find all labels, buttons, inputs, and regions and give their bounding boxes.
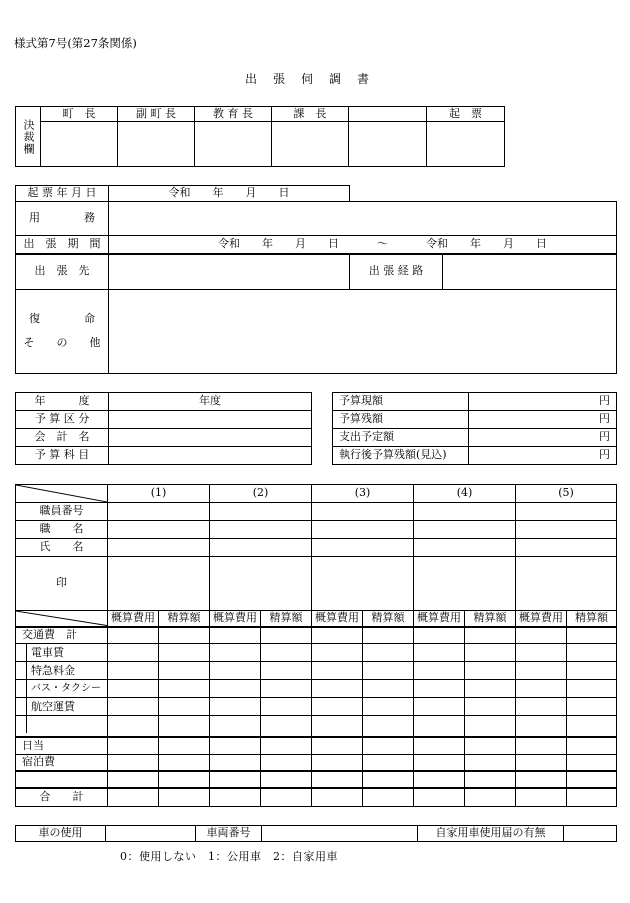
amount-cell[interactable] <box>312 680 363 698</box>
budget-left-table <box>15 392 312 465</box>
budget-value[interactable] <box>109 447 312 465</box>
amount-cell[interactable] <box>465 698 516 716</box>
budget-value[interactable] <box>109 429 312 447</box>
vehicle-plate-field[interactable] <box>262 826 418 842</box>
period-separator: ～ <box>377 237 388 251</box>
amount-cell[interactable] <box>567 716 617 738</box>
purpose-field[interactable] <box>109 202 617 236</box>
amount-cell[interactable] <box>363 716 414 738</box>
approval-col-deputy: 副 町 長 <box>118 107 195 122</box>
sub-header-estimate: 概算費用 <box>210 611 261 627</box>
amount-cell[interactable] <box>210 771 261 788</box>
sub-header-settled: 精算額 <box>567 611 617 627</box>
amount-cell[interactable] <box>261 680 312 698</box>
amount-cell[interactable] <box>516 698 567 716</box>
amount-cell[interactable] <box>108 644 159 662</box>
amount-cell[interactable] <box>108 662 159 680</box>
amount-cell[interactable] <box>210 680 261 698</box>
amount-cell[interactable] <box>210 627 261 644</box>
amount-cell[interactable] <box>465 737 516 754</box>
amount-cell[interactable] <box>414 754 465 771</box>
amount-cell[interactable] <box>261 698 312 716</box>
stamp-box[interactable] <box>349 122 427 167</box>
stamp-box[interactable] <box>272 122 349 167</box>
sub-header-settled: 精算額 <box>363 611 414 627</box>
route-field[interactable] <box>443 255 616 289</box>
title-cell[interactable] <box>312 521 414 539</box>
seal-cell[interactable] <box>108 557 210 611</box>
total-cell[interactable] <box>414 788 465 806</box>
row-label-name: 氏 名 <box>16 539 108 557</box>
amount-cell[interactable] <box>414 737 465 754</box>
report-field[interactable] <box>109 289 617 373</box>
daily-allowance-label: 日当 <box>16 737 108 754</box>
budget-label: 会 計 名 <box>16 429 109 447</box>
stamp-box[interactable] <box>41 122 118 167</box>
row-label-employee-number: 職員番号 <box>16 503 108 521</box>
budget-amount-label: 予算残額 <box>333 411 469 429</box>
total-cell[interactable] <box>210 788 261 806</box>
employee-number-cell[interactable] <box>210 503 312 521</box>
sub-header-estimate: 概算費用 <box>414 611 465 627</box>
amount-cell[interactable] <box>516 644 567 662</box>
amount-cell[interactable] <box>465 754 516 771</box>
amount-cell[interactable] <box>261 737 312 754</box>
amount-cell[interactable] <box>210 737 261 754</box>
name-cell[interactable] <box>312 539 414 557</box>
amount-cell[interactable] <box>108 627 159 644</box>
amount-cell[interactable] <box>261 644 312 662</box>
approval-side-label: 決裁欄 <box>16 107 41 167</box>
report-label: 復 命 そ の 他 <box>16 289 109 373</box>
amount-cell[interactable] <box>159 754 210 771</box>
amount-cell[interactable] <box>516 716 567 738</box>
amount-cell[interactable] <box>363 698 414 716</box>
amount-cell[interactable] <box>465 662 516 680</box>
amount-cell[interactable] <box>210 754 261 771</box>
amount-cell[interactable] <box>414 662 465 680</box>
budget-amount-label: 執行後予算残額(見込) <box>333 447 469 465</box>
amount-cell[interactable] <box>159 737 210 754</box>
amount-cell[interactable] <box>159 771 210 788</box>
stamp-box[interactable] <box>118 122 195 167</box>
amount-cell[interactable] <box>312 754 363 771</box>
amount-cell[interactable] <box>159 716 210 738</box>
amount-cell[interactable] <box>516 680 567 698</box>
stamp-box[interactable] <box>195 122 272 167</box>
amount-cell[interactable] <box>465 680 516 698</box>
grand-total-label: 合 計 <box>16 788 108 806</box>
sub-header-settled: 精算額 <box>465 611 516 627</box>
title-cell[interactable] <box>210 521 312 539</box>
amount-cell[interactable] <box>414 698 465 716</box>
amount-cell[interactable] <box>414 771 465 788</box>
amount-cell[interactable] <box>108 754 159 771</box>
amount-cell[interactable] <box>363 627 414 644</box>
total-cell[interactable] <box>261 788 312 806</box>
person-number: (4) <box>414 485 516 503</box>
amount-cell[interactable] <box>261 627 312 644</box>
amount-cell[interactable] <box>159 698 210 716</box>
amount-cell[interactable] <box>465 644 516 662</box>
form-id: 様式第7号(第27条関係) <box>14 36 137 50</box>
amount-cell[interactable] <box>567 662 617 680</box>
name-cell[interactable] <box>210 539 312 557</box>
vehicle-use-note: 0：使用しない 1：公用車 2：自家用車 <box>120 850 338 863</box>
transport-item-blank <box>16 716 108 738</box>
seal-cell[interactable] <box>516 557 617 611</box>
amount-cell[interactable] <box>567 771 617 788</box>
budget-amount-unit[interactable]: 円 <box>469 447 617 465</box>
amount-cell[interactable] <box>414 644 465 662</box>
amount-cell[interactable] <box>567 737 617 754</box>
budget-amount-unit[interactable]: 円 <box>469 411 617 429</box>
transport-item-express: 特急料金 <box>16 662 108 680</box>
budget-amount-label: 予算現額 <box>333 393 469 411</box>
amount-cell[interactable] <box>363 662 414 680</box>
vehicle-plate-label: 車両番号 <box>196 826 262 842</box>
approval-col-education: 教 育 長 <box>195 107 272 122</box>
amount-cell[interactable] <box>414 627 465 644</box>
amount-cell[interactable] <box>312 716 363 738</box>
approval-table <box>15 106 505 167</box>
sub-header-settled: 精算額 <box>261 611 312 627</box>
transport-item-train: 電車賃 <box>16 644 108 662</box>
amount-cell[interactable] <box>312 644 363 662</box>
approval-col-blank <box>349 107 427 122</box>
amount-cell[interactable] <box>261 771 312 788</box>
period-label: 出 張 期 間 <box>16 236 109 254</box>
person-number: (3) <box>312 485 414 503</box>
seal-cell[interactable] <box>414 557 516 611</box>
total-cell[interactable] <box>312 788 363 806</box>
approval-col-section: 課 長 <box>272 107 349 122</box>
amount-cell[interactable] <box>465 716 516 738</box>
amount-cell[interactable] <box>312 698 363 716</box>
employee-number-cell[interactable] <box>312 503 414 521</box>
person-number: (2) <box>210 485 312 503</box>
budget-label: 予 算 科 目 <box>16 447 109 465</box>
total-cell[interactable] <box>363 788 414 806</box>
amount-cell[interactable] <box>312 771 363 788</box>
draft-date-value[interactable]: 令和 年 月 日 <box>109 186 350 202</box>
amount-cell[interactable] <box>159 680 210 698</box>
row-label-seal: 印 <box>16 557 108 611</box>
amount-cell[interactable] <box>567 680 617 698</box>
budget-right-table <box>332 392 617 465</box>
corner-diagonal <box>16 611 108 627</box>
person-number: (1) <box>108 485 210 503</box>
amount-cell[interactable] <box>516 627 567 644</box>
amount-cell[interactable] <box>261 662 312 680</box>
budget-label: 年 度 <box>16 393 109 411</box>
title-cell[interactable] <box>414 521 516 539</box>
destination-label: 出 張 先 <box>16 254 109 290</box>
amount-cell[interactable] <box>516 737 567 754</box>
amount-cell[interactable] <box>108 698 159 716</box>
amount-cell[interactable] <box>567 644 617 662</box>
approval-col-drafter: 起 票 <box>427 107 505 122</box>
budget-amount-unit[interactable]: 円 <box>469 393 617 411</box>
sub-header-estimate: 概算費用 <box>108 611 159 627</box>
approval-col-mayor: 町 長 <box>41 107 118 122</box>
amount-cell[interactable] <box>567 698 617 716</box>
amount-cell[interactable] <box>108 737 159 754</box>
row-label-title: 職 名 <box>16 521 108 539</box>
total-cell[interactable] <box>516 788 567 806</box>
transport-item-bus-taxi: バス・タクシー <box>16 680 108 698</box>
amount-cell[interactable] <box>363 680 414 698</box>
amount-cell[interactable] <box>465 771 516 788</box>
amount-cell[interactable] <box>108 680 159 698</box>
amount-cell[interactable] <box>312 662 363 680</box>
purpose-label: 用 務 <box>16 202 109 236</box>
lodging-label: 宿泊費 <box>16 754 108 771</box>
stamp-box[interactable] <box>427 122 505 167</box>
sub-header-settled: 精算額 <box>159 611 210 627</box>
draft-date-label: 起 票 年 月 日 <box>16 186 109 202</box>
amount-cell[interactable] <box>363 771 414 788</box>
name-cell[interactable] <box>108 539 210 557</box>
period-from: 令和 年 月 日 <box>218 237 339 251</box>
page-title: 出張伺調書 <box>244 72 385 86</box>
amount-cell[interactable] <box>312 627 363 644</box>
amount-cell[interactable] <box>516 662 567 680</box>
budget-amount-label: 支出予定額 <box>333 429 469 447</box>
total-cell[interactable] <box>108 788 159 806</box>
amount-cell[interactable] <box>516 771 567 788</box>
amount-cell[interactable] <box>312 737 363 754</box>
employee-number-cell[interactable] <box>516 503 617 521</box>
employee-number-cell[interactable] <box>414 503 516 521</box>
corner-diagonal <box>16 485 108 503</box>
amount-cell[interactable] <box>414 680 465 698</box>
amount-cell[interactable] <box>465 627 516 644</box>
amount-cell[interactable] <box>210 662 261 680</box>
transport-total-label: 交通費 計 <box>16 627 108 644</box>
name-cell[interactable] <box>516 539 617 557</box>
sub-header-estimate: 概算費用 <box>516 611 567 627</box>
seal-cell[interactable] <box>312 557 414 611</box>
trip-info-table <box>15 185 617 374</box>
budget-value[interactable] <box>109 411 312 429</box>
budget-label: 予 算 区 分 <box>16 411 109 429</box>
budget-amount-unit[interactable]: 円 <box>469 429 617 447</box>
destination-field[interactable] <box>109 254 350 290</box>
amount-cell[interactable] <box>414 716 465 738</box>
total-cell[interactable] <box>567 788 617 806</box>
private-car-notice-label: 自家用車使用届の有無 <box>418 826 564 842</box>
name-cell[interactable] <box>414 539 516 557</box>
amount-cell[interactable] <box>159 644 210 662</box>
amount-cell[interactable] <box>363 644 414 662</box>
amount-cell[interactable] <box>567 627 617 644</box>
amount-cell[interactable] <box>210 716 261 738</box>
seal-cell[interactable] <box>210 557 312 611</box>
amount-cell[interactable] <box>516 754 567 771</box>
amount-cell[interactable] <box>108 771 159 788</box>
expense-table <box>15 484 617 807</box>
employee-number-cell[interactable] <box>108 503 210 521</box>
vehicle-table <box>15 825 617 842</box>
vehicle-use-label: 車の使用 <box>16 826 106 842</box>
vehicle-use-field[interactable] <box>106 826 196 842</box>
total-cell[interactable] <box>159 788 210 806</box>
amount-cell[interactable] <box>210 644 261 662</box>
transport-item-air: 航空運賃 <box>16 698 108 716</box>
amount-cell[interactable] <box>261 754 312 771</box>
amount-cell[interactable] <box>159 627 210 644</box>
title-cell[interactable] <box>108 521 210 539</box>
amount-cell[interactable] <box>261 716 312 738</box>
amount-cell[interactable] <box>363 754 414 771</box>
amount-cell[interactable] <box>210 698 261 716</box>
period-to: 令和 年 月 日 <box>426 237 547 251</box>
period-field[interactable] <box>109 236 617 254</box>
amount-cell[interactable] <box>567 754 617 771</box>
amount-cell[interactable] <box>108 716 159 738</box>
title-cell[interactable] <box>516 521 617 539</box>
sub-header-estimate: 概算費用 <box>312 611 363 627</box>
amount-cell[interactable] <box>363 737 414 754</box>
budget-value[interactable]: 年度 <box>109 393 312 411</box>
blank-row-label <box>16 771 108 788</box>
amount-cell[interactable] <box>159 662 210 680</box>
private-car-notice-field[interactable] <box>564 826 617 842</box>
route-label: 出 張 経 路 <box>350 255 444 289</box>
person-number: (5) <box>516 485 617 503</box>
total-cell[interactable] <box>465 788 516 806</box>
